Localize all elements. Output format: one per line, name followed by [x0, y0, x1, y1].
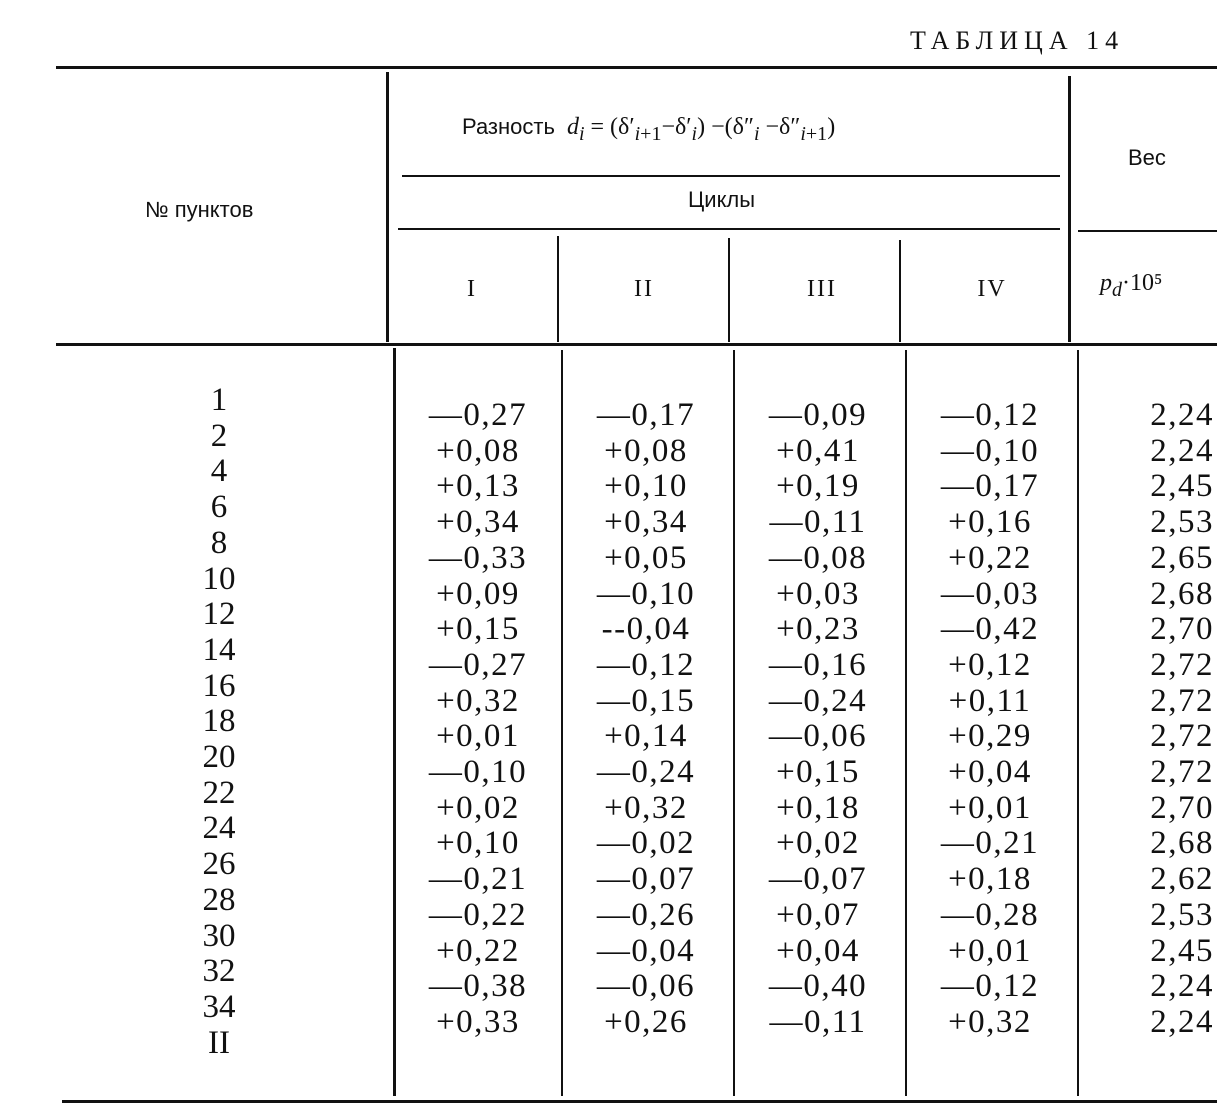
difference-value-cycle-2: --0,04 — [601, 611, 691, 648]
col-divider-2-body — [733, 350, 735, 1096]
point-number: 24 — [202, 810, 236, 847]
cycles-header: Циклы — [688, 187, 756, 212]
weight-value: 2,70 — [1150, 611, 1214, 648]
weight-value: 2,45 — [1150, 932, 1214, 969]
point-number: 20 — [202, 739, 236, 776]
weight-value: 2,65 — [1150, 539, 1214, 576]
difference-value-cycle-1: +0,09 — [436, 575, 520, 612]
difference-value-cycle-3: +0,02 — [776, 825, 860, 862]
difference-value-cycle-2: —0,04 — [596, 932, 696, 969]
difference-value-cycle-3: —0,07 — [768, 861, 868, 898]
difference-value-cycle-4: —0,21 — [940, 825, 1040, 862]
difference-value-cycle-3: +0,41 — [776, 432, 860, 469]
weight-unit-header: $p_d\cdot 10^5$ — [1100, 270, 1163, 301]
difference-value-cycle-2: +0,32 — [604, 789, 688, 826]
weight-value: 2,68 — [1150, 575, 1214, 612]
weight-value: 2,24 — [1150, 968, 1214, 1005]
difference-value-cycle-1: +0,34 — [436, 504, 520, 541]
cycle-I-column — [410, 398, 546, 1041]
point-number: 30 — [202, 917, 236, 954]
point-number: 2 — [210, 417, 228, 454]
difference-value-cycle-4: +0,18 — [948, 861, 1032, 898]
difference-value-cycle-2: +0,34 — [604, 504, 688, 541]
difference-value-cycle-3: +0,07 — [776, 896, 860, 933]
weight-value: 2,24 — [1150, 397, 1214, 433]
difference-value-cycle-2: +0,10 — [604, 468, 688, 505]
col-divider-3 — [899, 240, 901, 342]
difference-value-cycle-4: +0,01 — [948, 932, 1032, 969]
point-number: 6 — [210, 489, 228, 526]
points-header: № пунктов — [145, 197, 254, 222]
point-number: 26 — [202, 846, 236, 883]
difference-value-cycle-2: —0,26 — [596, 896, 696, 933]
difference-value-cycle-4: —0,10 — [940, 432, 1040, 469]
weight-value: 2,70 — [1150, 789, 1214, 826]
difference-value-cycle-4: —0,28 — [940, 896, 1040, 933]
difference-value-cycle-3: +0,03 — [776, 575, 860, 612]
weight-divider — [1068, 76, 1071, 342]
difference-value-cycle-1: +0,13 — [436, 468, 520, 505]
weight-value: 2,62 — [1150, 861, 1214, 898]
points-column — [164, 383, 274, 1061]
difference-value-cycle-3: —0,11 — [769, 1003, 867, 1040]
cycle-label-3: III — [807, 276, 837, 302]
weight-value: 2,53 — [1150, 896, 1214, 933]
point-number: 12 — [202, 596, 236, 633]
difference-value-cycle-4: —0,03 — [940, 575, 1040, 612]
point-number: 32 — [202, 953, 236, 990]
weight-value: 2,72 — [1150, 682, 1214, 719]
weight-value: 2,24 — [1150, 432, 1214, 469]
point-number: 4 — [210, 453, 228, 490]
difference-value-cycle-4: +0,04 — [948, 754, 1032, 791]
difference-value-cycle-4: +0,16 — [948, 504, 1032, 541]
cycles-rule — [402, 175, 1060, 177]
weight-value: 2,45 — [1150, 468, 1214, 505]
point-number: 14 — [202, 631, 236, 668]
difference-value-cycle-1: —0,27 — [428, 397, 528, 433]
difference-label: Разность — [462, 114, 555, 139]
weight-column — [1104, 398, 1214, 1041]
difference-value-cycle-1: —0,38 — [428, 968, 528, 1005]
difference-value-cycle-3: —0,08 — [768, 539, 868, 576]
difference-value-cycle-3: +0,15 — [776, 754, 860, 791]
difference-value-cycle-4: —0,17 — [940, 468, 1040, 505]
points-divider — [386, 72, 389, 342]
col-divider-1-body — [561, 350, 563, 1096]
difference-value-cycle-3: —0,16 — [768, 646, 868, 683]
cycle-label-2: II — [634, 276, 654, 302]
difference-value-cycle-4: +0,22 — [948, 539, 1032, 576]
cycle-label-4: IV — [977, 276, 1007, 302]
difference-value-cycle-4: —0,42 — [940, 611, 1040, 648]
point-number: 28 — [202, 881, 236, 918]
difference-value-cycle-1: —0,27 — [428, 646, 528, 683]
weight-value: 2,72 — [1150, 718, 1214, 755]
cycle-III-column — [750, 398, 886, 1041]
difference-value-cycle-1: —0,21 — [428, 861, 528, 898]
difference-value-cycle-2: —0,15 — [596, 682, 696, 719]
point-number: 10 — [202, 560, 236, 597]
difference-value-cycle-2: —0,10 — [596, 575, 696, 612]
difference-value-cycle-3: +0,04 — [776, 932, 860, 969]
point-number: 16 — [202, 667, 236, 704]
cycles-sub-rule — [398, 228, 1060, 230]
difference-value-cycle-3: —0,11 — [769, 504, 867, 541]
point-number: 22 — [202, 774, 236, 811]
table-caption: ТАБЛИЦА 14 — [910, 26, 1125, 55]
difference-value-cycle-3: —0,24 — [768, 682, 868, 719]
difference-value-cycle-2: —0,17 — [596, 397, 696, 433]
top-rule — [56, 66, 1217, 69]
difference-value-cycle-1: —0,22 — [428, 896, 528, 933]
difference-value-cycle-1: +0,15 — [436, 611, 520, 648]
point-number: 1 — [210, 382, 228, 418]
weight-sub-rule — [1078, 230, 1217, 232]
difference-value-cycle-4: +0,01 — [948, 789, 1032, 826]
difference-value-cycle-4: —0,12 — [940, 968, 1040, 1005]
difference-value-cycle-4: +0,32 — [948, 1003, 1032, 1040]
header-bottom-rule — [56, 343, 1217, 346]
difference-value-cycle-1: +0,08 — [436, 432, 520, 469]
difference-value-cycle-2: +0,26 — [604, 1003, 688, 1040]
difference-value-cycle-4: —0,12 — [940, 397, 1040, 433]
cycle-IV-column — [922, 398, 1058, 1041]
cycle-label-1: I — [467, 276, 477, 302]
weight-value: 2,24 — [1150, 1003, 1214, 1040]
difference-value-cycle-1: +0,02 — [436, 789, 520, 826]
point-number: 34 — [202, 988, 236, 1025]
difference-value-cycle-1: +0,22 — [436, 932, 520, 969]
weight-unit: 10⁵ — [1130, 270, 1163, 296]
difference-value-cycle-1: —0,33 — [428, 539, 528, 576]
difference-value-cycle-2: —0,07 — [596, 861, 696, 898]
difference-header — [462, 114, 835, 146]
difference-value-cycle-2: —0,24 — [596, 754, 696, 791]
difference-value-cycle-4: +0,29 — [948, 718, 1032, 755]
difference-value-cycle-3: +0,19 — [776, 468, 860, 505]
weight-value: 2,72 — [1150, 646, 1214, 683]
point-number: II — [208, 1024, 230, 1061]
difference-value-cycle-1: +0,10 — [436, 825, 520, 862]
difference-value-cycle-2: +0,08 — [604, 432, 688, 469]
bottom-rule — [62, 1100, 1217, 1103]
col-divider-3-body — [905, 350, 907, 1096]
difference-value-cycle-3: —0,09 — [768, 397, 868, 433]
weight-value: 2,53 — [1150, 504, 1214, 541]
difference-value-cycle-3: +0,23 — [776, 611, 860, 648]
difference-value-cycle-3: —0,06 — [768, 718, 868, 755]
col-divider-2 — [728, 238, 730, 342]
cycle-II-column — [578, 398, 714, 1041]
col-divider-1 — [557, 236, 559, 342]
difference-value-cycle-2: +0,14 — [604, 718, 688, 755]
difference-value-cycle-2: —0,02 — [596, 825, 696, 862]
weight-divider-body — [1077, 350, 1079, 1096]
difference-value-cycle-1: —0,10 — [428, 754, 528, 791]
difference-value-cycle-2: —0,12 — [596, 646, 696, 683]
weight-value: 2,68 — [1150, 825, 1214, 862]
difference-formula: $d_i = (\delta'_{i+1}-\delta'_i) -(\delta''_i -\delta''_{i+1})$ — [566, 114, 836, 145]
difference-value-cycle-4: +0,12 — [948, 646, 1032, 683]
difference-value-cycle-2: +0,05 — [604, 539, 688, 576]
point-number: 8 — [210, 524, 228, 561]
difference-value-cycle-2: —0,06 — [596, 968, 696, 1005]
difference-value-cycle-1: +0,33 — [436, 1003, 520, 1040]
points-divider-body — [393, 348, 396, 1096]
weight-header: Вес — [1128, 145, 1166, 170]
point-number: 18 — [202, 703, 236, 740]
difference-value-cycle-3: —0,40 — [768, 968, 868, 1005]
difference-value-cycle-1: +0,01 — [436, 718, 520, 755]
weight-value: 2,72 — [1150, 754, 1214, 791]
difference-value-cycle-1: +0,32 — [436, 682, 520, 719]
difference-value-cycle-3: +0,18 — [776, 789, 860, 826]
difference-value-cycle-4: +0,11 — [948, 682, 1032, 719]
